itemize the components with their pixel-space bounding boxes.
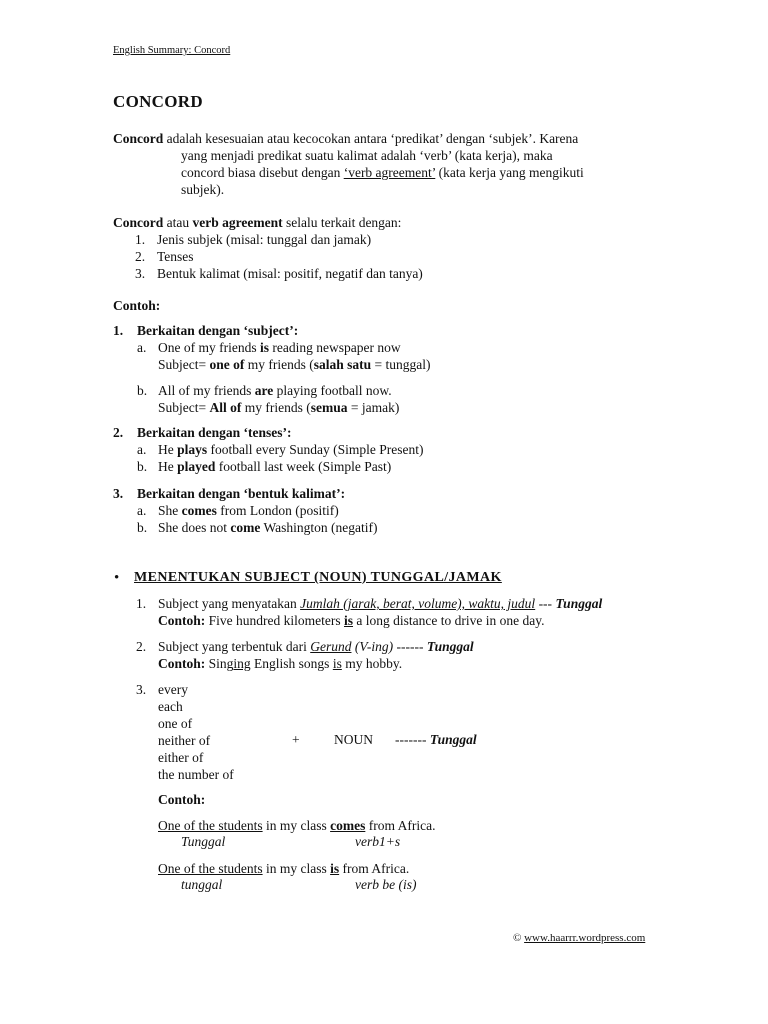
point-3-word: the number of [158, 767, 234, 782]
section-1-title: Berkaitan dengan ‘subject’: [137, 323, 299, 338]
related-item-2-text: Tenses [157, 249, 194, 264]
s2b-pre: He [158, 459, 178, 474]
related-line [113, 214, 401, 231]
ex2-post: from Africa. [339, 861, 410, 876]
verb-agreement-link: ‘verb agreement’ [343, 165, 436, 180]
s2a-post: football every Sunday (Simple Present) [207, 442, 424, 457]
related-item-1 [135, 231, 145, 248]
s2b-post: football last week (Simple Past) [215, 459, 392, 474]
s1a-post: reading newspaper now [269, 340, 401, 355]
copyright-icon: © [513, 932, 522, 944]
point-3-word: every [158, 682, 188, 697]
s1a2-mid: my friends ( [244, 357, 314, 372]
section-1-num: 1. [113, 323, 124, 338]
section-2a-letter: a. [137, 442, 147, 457]
footer [513, 932, 645, 944]
s3b-verb: come [230, 520, 261, 535]
p2-ex-mid: English songs [250, 656, 333, 671]
s1a2-bold: one of [209, 357, 245, 372]
point-2-num: 2. [136, 639, 147, 654]
intro-line-1 [113, 130, 578, 147]
section-1b-subject [158, 400, 399, 416]
s1b2-bold2: semua [310, 400, 348, 415]
intro-term: Concord [113, 131, 164, 146]
point-2-text [158, 639, 474, 655]
noun-label: NOUN [334, 732, 373, 747]
p3-dash: ------- [395, 732, 427, 747]
intro-text-3b: (kata kerja yang mengikuti [435, 165, 584, 180]
section-2b-sentence [158, 459, 391, 475]
s1a2-bold2: salah satu [313, 357, 372, 372]
related-item-num: 2. [135, 249, 146, 264]
example-1-note-subject: Tunggal [181, 834, 226, 849]
p2-ex-ing: ing [233, 656, 251, 671]
related-item-num: 3. [135, 266, 146, 281]
section-2-title: Berkaitan dengan ‘tenses’: [137, 425, 292, 440]
s1a2-pre: Subject= [158, 357, 210, 372]
related-term-1: Concord [113, 215, 164, 230]
s3b-pre: She does not [158, 520, 231, 535]
s1b2-post: = jamak) [347, 400, 400, 415]
document-header: English Summary: Concord [113, 45, 231, 56]
point-1-num: 1. [136, 596, 147, 611]
s1b2-pre: Subject= [158, 400, 210, 415]
plus-sign: + [292, 732, 300, 747]
s1b-verb: are [254, 383, 274, 398]
p1-dash: --- [535, 596, 556, 611]
section-3b-sentence [158, 520, 378, 536]
s2a-pre: He [158, 442, 178, 457]
ex2-subject: One of the students [158, 861, 263, 876]
related-item-2 [135, 248, 145, 265]
intro-line-4: subjek). [181, 182, 225, 197]
ex1-post: from Africa. [365, 818, 436, 833]
section-3a-letter: a. [137, 503, 147, 518]
s1a-pre: One of my friends [158, 340, 260, 355]
p1-pre: Subject yang menyatakan [158, 596, 301, 611]
point-3-word: either of [158, 750, 204, 765]
p2-ex-verb: is [332, 656, 342, 671]
section-3a-sentence [158, 503, 339, 519]
intro-line-3 [181, 164, 584, 181]
section-2b-letter: b. [137, 459, 148, 474]
section-1a-sentence [158, 340, 401, 356]
page-title: CONCORD [113, 92, 203, 111]
p2-ex-post: my hobby. [341, 656, 403, 671]
s1b2-bold: All of [209, 400, 242, 415]
p1-italic: Jumlah (jarak, berat, volume), waktu, judul [300, 596, 536, 611]
s3a-verb: comes [181, 503, 217, 518]
example-1-sentence [158, 818, 435, 834]
p2-result: Tunggal [426, 639, 474, 654]
related-mid: atau [163, 215, 193, 230]
section-3-num: 3. [113, 486, 124, 501]
example-1-note-verb: verb1+s [355, 834, 401, 849]
s1a-verb: is [259, 340, 269, 355]
section-2-num: 2. [113, 425, 124, 440]
point-3-num: 3. [136, 682, 147, 697]
section-3b-letter: b. [137, 520, 148, 535]
s3a-pre: She [158, 503, 182, 518]
intro-text-3a: concord biasa disebut dengan [181, 165, 344, 180]
point-3-contoh: Contoh: [158, 792, 206, 807]
ex2-mid: in my class [262, 861, 331, 876]
section-1a-letter: a. [137, 340, 147, 355]
ex1-subject: One of the students [158, 818, 263, 833]
p2-italic: (V-ing) [351, 639, 394, 654]
p2-ex-pre: Sing [205, 656, 234, 671]
related-item-num: 1. [135, 232, 146, 247]
ex2-verb: is [330, 861, 340, 876]
bullet-section-title: MENENTUKAN SUBJECT (NOUN) TUNGGAL/JAMAK [134, 570, 502, 585]
example-2-note-subject: tunggal [181, 877, 223, 892]
section-2a-sentence [158, 442, 423, 458]
point-3-word: one of [158, 716, 193, 731]
point-1-example [158, 613, 544, 629]
point-3-word: each [158, 699, 183, 714]
s2b-verb: played [177, 459, 216, 474]
s3a-post: from London (positif) [216, 503, 339, 518]
ex1-verb: comes [330, 818, 366, 833]
p2-dash: ------ [393, 639, 427, 654]
p1-ex-pre: Five hundred kilometers [205, 613, 344, 628]
point-2-example [158, 656, 402, 672]
p2-pre: Subject yang terbentuk dari [158, 639, 311, 654]
related-post: selalu terkait dengan: [282, 215, 402, 230]
ex1-mid: in my class [262, 818, 331, 833]
p1-ex-post: a long distance to drive in one day. [353, 613, 545, 628]
p1-result: Tunggal [555, 596, 603, 611]
s1a2-post: = tunggal) [371, 357, 431, 372]
p3-result: Tunggal [429, 732, 477, 747]
point-3-word: neither of [158, 733, 211, 748]
footer-url-link[interactable]: www.haarrr.wordpress.com [524, 932, 646, 944]
p2-ex-label: Contoh: [158, 656, 206, 671]
section-1b-letter: b. [137, 383, 148, 398]
related-item-3-text: Bentuk kalimat (misal: positif, negatif dan tanya) [157, 266, 423, 281]
example-2-sentence [158, 861, 409, 877]
s1b2-mid: my friends ( [241, 400, 311, 415]
section-1a-subject [158, 357, 430, 373]
bullet-icon: • [114, 570, 120, 586]
related-item-1-text: Jenis subjek (misal: tunggal dan jamak) [157, 232, 372, 247]
p1-ex-label: Contoh: [158, 613, 206, 628]
related-item-3 [135, 265, 145, 282]
noun-dash [395, 732, 477, 748]
section-1b-sentence [158, 383, 392, 399]
section-3-title: Berkaitan dengan ‘bentuk kalimat’: [137, 486, 346, 501]
s2a-verb: plays [177, 442, 208, 457]
s1b-pre: All of my friends [158, 383, 255, 398]
contoh-heading: Contoh: [113, 298, 161, 313]
p2-gerund: Gerund [310, 639, 352, 654]
s1b-post: playing football now. [273, 383, 392, 398]
s3b-post: Washington (negatif) [260, 520, 378, 535]
intro-line-2: yang menjadi predikat suatu kalimat adalah ‘verb’ (kata kerja), maka [181, 148, 553, 163]
intro-text-1: adalah kesesuaian atau kecocokan antara ‘predikat’ dengan ‘subjek’. Karena [166, 131, 579, 146]
point-1-text [158, 596, 602, 612]
related-term-2: verb agreement [192, 215, 283, 230]
p1-ex-verb: is [344, 613, 354, 628]
example-2-note-verb: verb be (is) [355, 877, 417, 892]
